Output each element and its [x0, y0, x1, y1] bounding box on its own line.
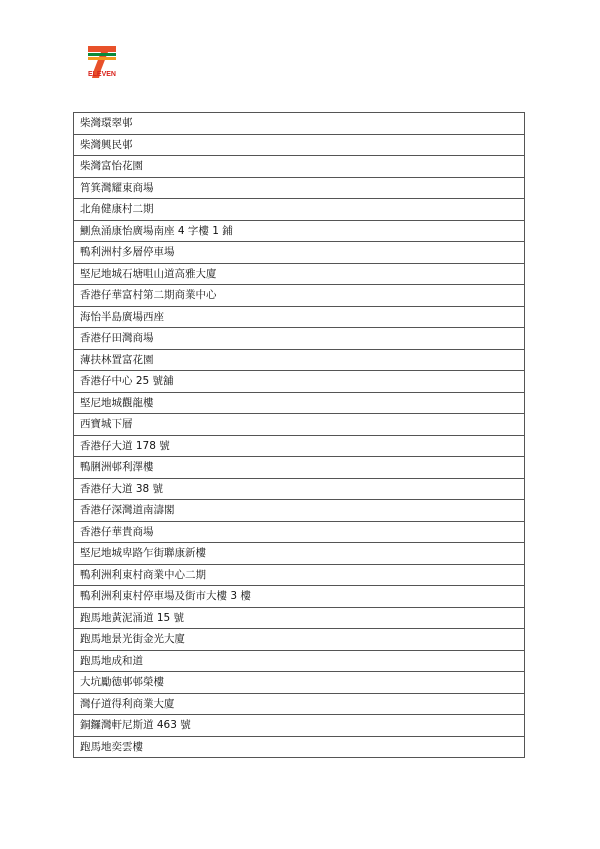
table-row — [74, 220, 525, 242]
table-row — [74, 543, 525, 565]
table-row — [74, 328, 525, 350]
store-address-cell: 銅鑼灣軒尼斯道 463 號 — [74, 715, 525, 737]
table-row — [74, 414, 525, 436]
store-address-cell: 鴨利洲村多層停車場 — [74, 242, 525, 264]
table-row — [74, 650, 525, 672]
table-row — [74, 156, 525, 178]
table-row — [74, 306, 525, 328]
table-row — [74, 736, 525, 758]
store-address-cell: 香港仔大道 178 號 — [74, 435, 525, 457]
logo-text: ELEVEN — [87, 71, 117, 78]
table-row — [74, 715, 525, 737]
table-row — [74, 564, 525, 586]
store-address-cell: 鴨利洲利東村商業中心二期 — [74, 564, 525, 586]
store-address-cell: 柴灣富怡花園 — [74, 156, 525, 178]
store-address-cell: 鴨利洲利東村停車場及街市大樓 3 樓 — [74, 586, 525, 608]
table-row — [74, 435, 525, 457]
table-row — [74, 285, 525, 307]
store-address-cell: 柴灣環翠邨 — [74, 113, 525, 135]
table-row — [74, 500, 525, 522]
table-row — [74, 457, 525, 479]
store-address-cell: 香港仔田灣商場 — [74, 328, 525, 350]
store-address-cell: 香港仔中心 25 號舖 — [74, 371, 525, 393]
store-address-cell: 北角健康村二期 — [74, 199, 525, 221]
table-row — [74, 607, 525, 629]
table-row — [74, 242, 525, 264]
seven-eleven-logo-icon — [84, 44, 120, 86]
store-address-cell: 跑馬地奕雲樓 — [74, 736, 525, 758]
table-row — [74, 199, 525, 221]
store-list-table — [73, 112, 525, 758]
table-row — [74, 177, 525, 199]
table-row — [74, 521, 525, 543]
seven-eleven-logo — [84, 44, 120, 86]
table-row — [74, 263, 525, 285]
store-address-cell: 鰂魚涌康怡廣場南座 4 字樓 1 鋪 — [74, 220, 525, 242]
store-address-cell: 薄扶林置富花園 — [74, 349, 525, 371]
store-address-cell: 跑馬地黃泥涌道 15 號 — [74, 607, 525, 629]
table-row — [74, 629, 525, 651]
store-address-cell: 灣仔道得利商業大廈 — [74, 693, 525, 715]
table-row — [74, 478, 525, 500]
store-address-cell: 海怡半島廣場西座 — [74, 306, 525, 328]
store-address-cell: 大坑勵德邨邨榮樓 — [74, 672, 525, 694]
table-row — [74, 371, 525, 393]
table-row — [74, 113, 525, 135]
store-address-cell: 堅尼地城觀龍樓 — [74, 392, 525, 414]
store-address-cell: 香港仔華富村第二期商業中心 — [74, 285, 525, 307]
store-address-cell: 跑馬地成和道 — [74, 650, 525, 672]
table-row — [74, 349, 525, 371]
store-address-cell: 堅尼地城石塘咀山道高雅大廈 — [74, 263, 525, 285]
store-address-cell: 香港仔大道 38 號 — [74, 478, 525, 500]
store-address-cell: 香港仔華貴商場 — [74, 521, 525, 543]
table-row — [74, 693, 525, 715]
table-row — [74, 586, 525, 608]
store-address-cell: 鴨脷洲邨利澤樓 — [74, 457, 525, 479]
store-address-cell: 香港仔深灣道南濤閣 — [74, 500, 525, 522]
table-row — [74, 392, 525, 414]
store-address-cell: 西寶城下層 — [74, 414, 525, 436]
store-address-cell: 跑馬地景光街金光大廈 — [74, 629, 525, 651]
table-row — [74, 134, 525, 156]
table-row — [74, 672, 525, 694]
store-address-cell: 堅尼地城卑路乍街聯康新樓 — [74, 543, 525, 565]
store-address-cell: 柴灣興民邨 — [74, 134, 525, 156]
store-address-cell: 筲箕灣耀東商場 — [74, 177, 525, 199]
